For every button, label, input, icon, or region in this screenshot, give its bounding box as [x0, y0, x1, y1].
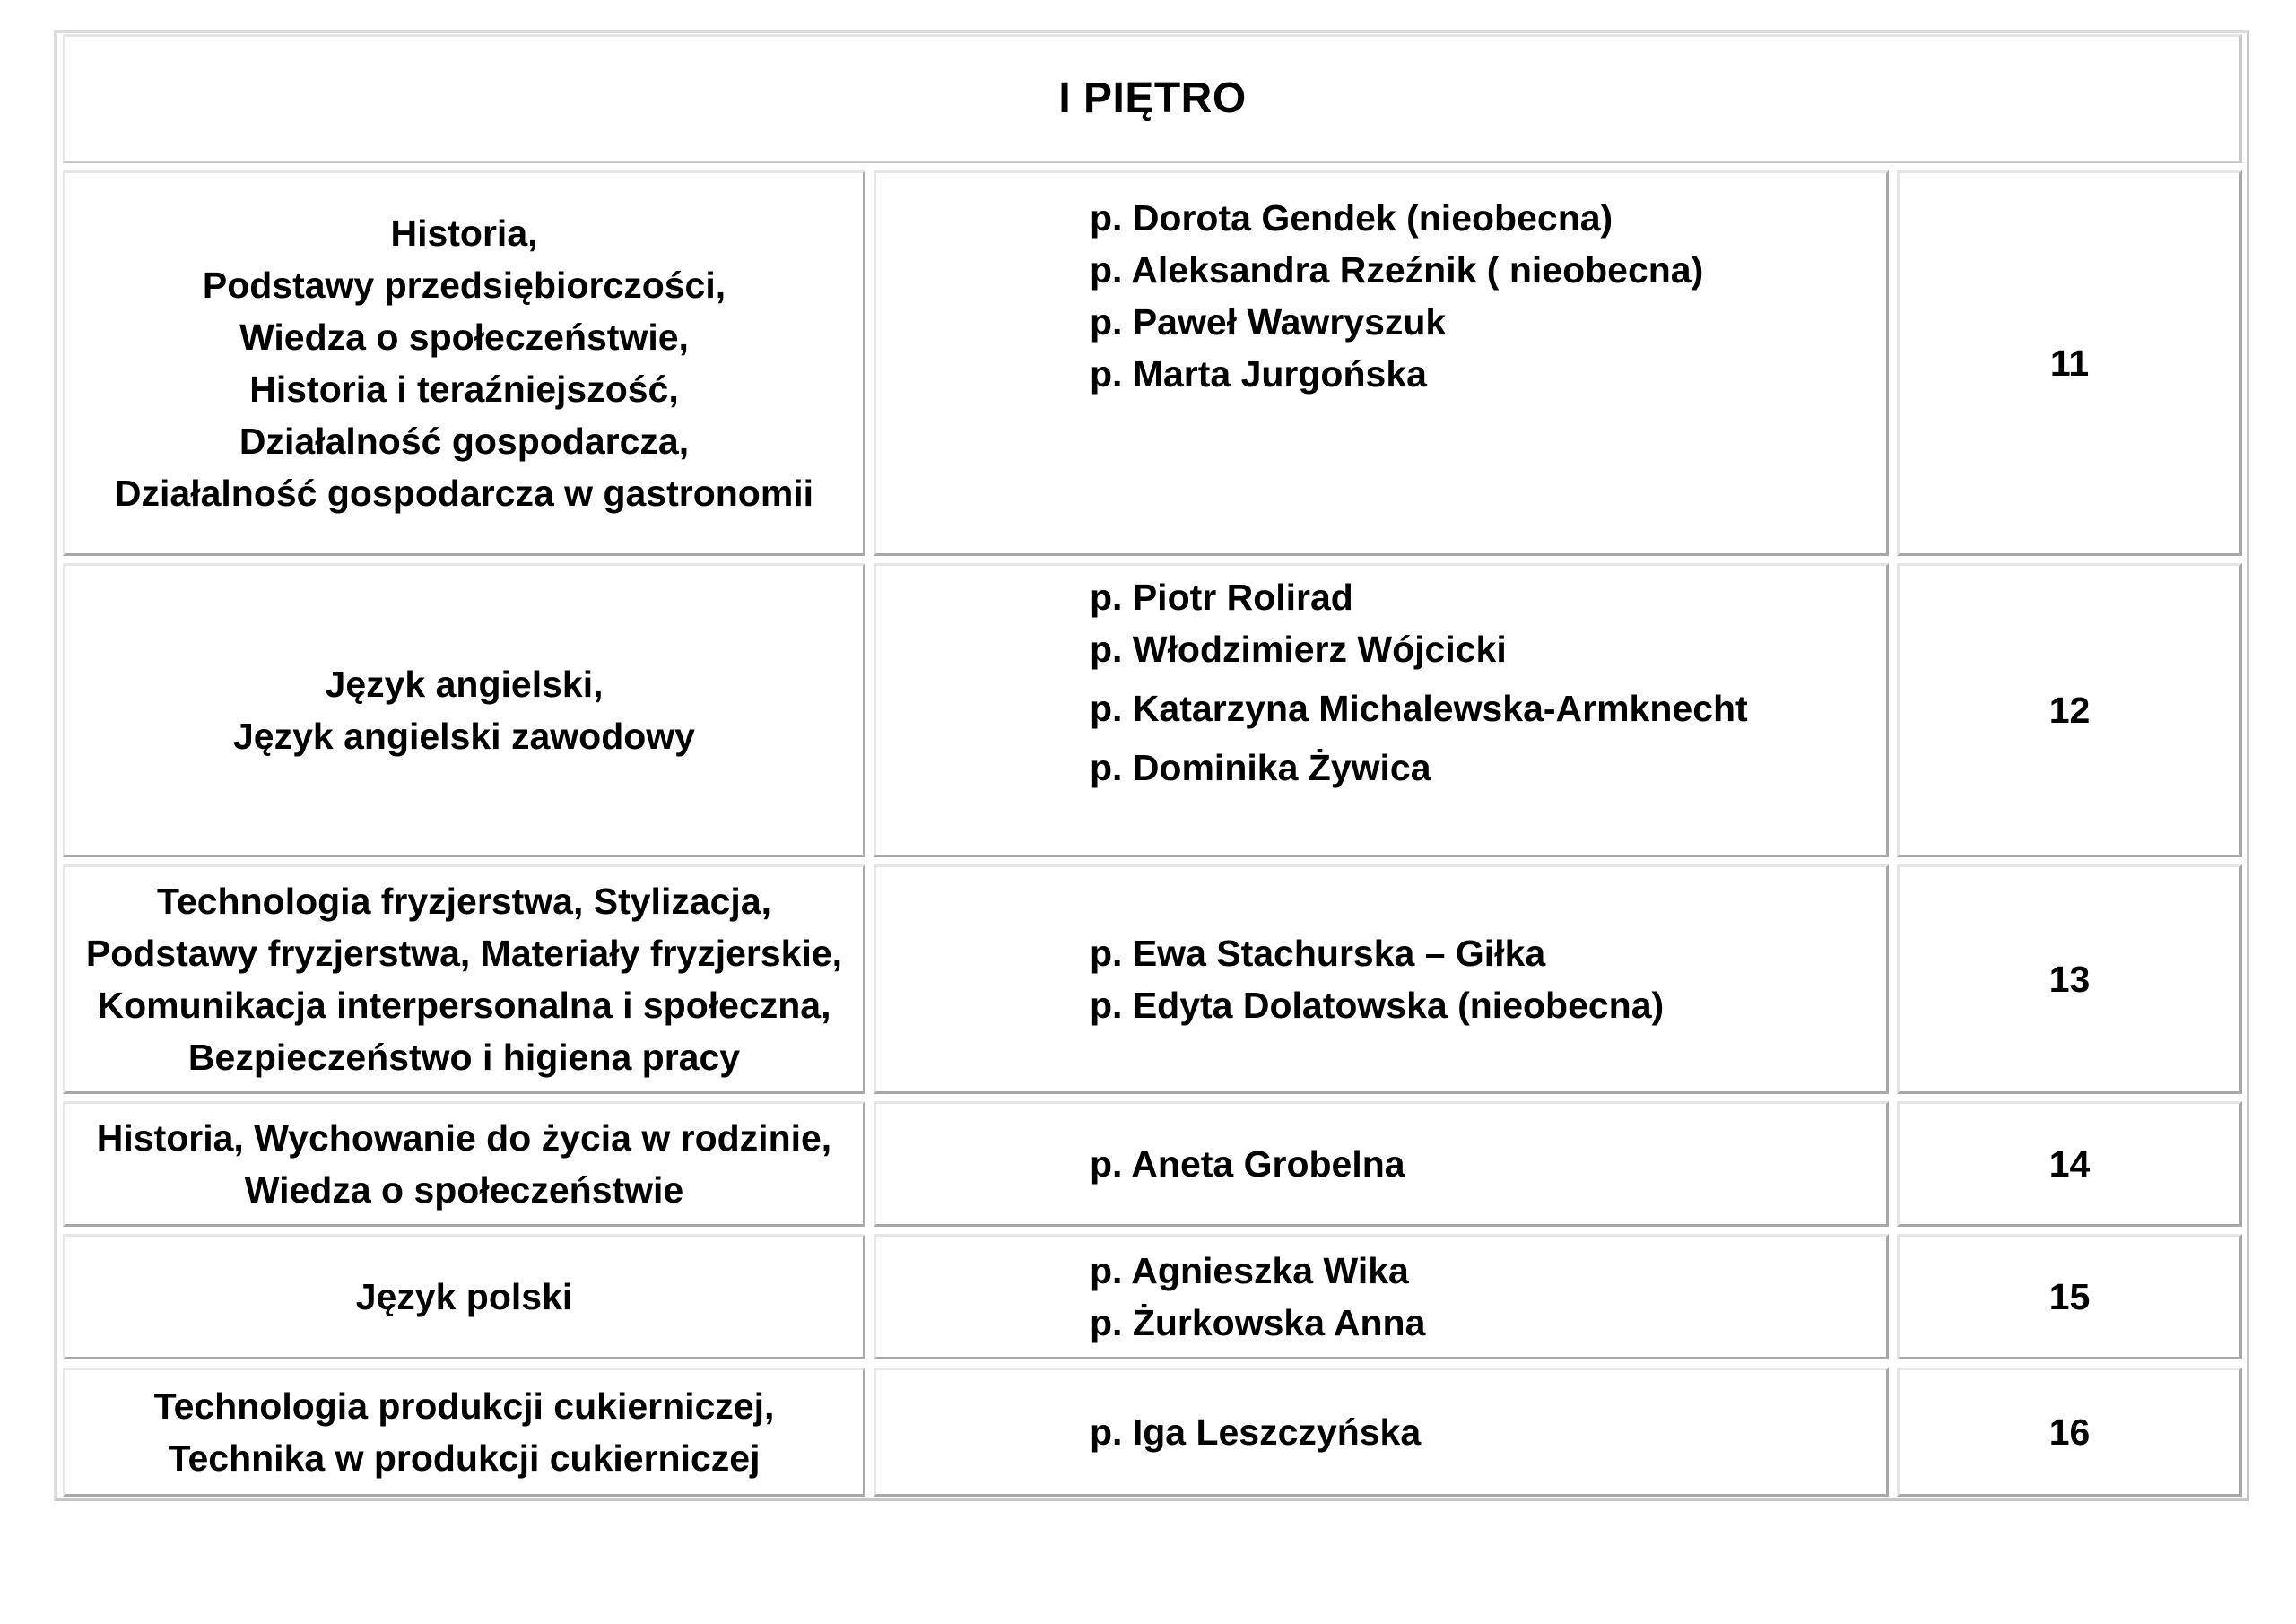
- room-cell: [1897, 170, 2242, 556]
- teacher-cell: [874, 170, 1889, 556]
- teacher-name: p. Aneta Grobelna: [1090, 1143, 1405, 1185]
- subject-line: Technologia produkcji cukierniczej,: [153, 1385, 775, 1427]
- room-cell: [1897, 563, 2242, 857]
- room-cell: [1897, 1101, 2242, 1227]
- subject-cell: [63, 563, 865, 857]
- room-number: 13: [2048, 959, 2091, 1000]
- floor-title: I PIĘTRO: [1058, 74, 1247, 122]
- teacher-cell: [874, 1101, 1889, 1227]
- teacher-cell: [874, 1234, 1889, 1359]
- teacher-cell: [874, 563, 1889, 857]
- room-number: 12: [2048, 690, 2091, 731]
- teacher-cell: [874, 1368, 1889, 1497]
- subject-line: Język angielski,: [325, 664, 604, 705]
- room-number: 16: [2048, 1411, 2091, 1453]
- teacher-name: p. Agnieszka Wika: [1090, 1250, 1409, 1291]
- subject-line: Bezpieczeństwo i higiena pracy: [187, 1037, 741, 1078]
- subject-line: Technologia fryzjerstwa, Stylizacja,: [156, 881, 772, 922]
- subject-line: Wiedza o społeczeństwie: [244, 1169, 684, 1211]
- subject-line: Podstawy przedsiębiorczości,: [202, 265, 726, 306]
- subject-cell: [63, 1368, 865, 1497]
- subject-line: Technika w produkcji cukierniczej: [168, 1437, 761, 1479]
- teacher-cell: [874, 864, 1889, 1094]
- subject-line: Wiedza o społeczeństwie,: [239, 317, 689, 358]
- teacher-name: p. Dominika Żywica: [1090, 747, 1431, 788]
- subject-cell: [63, 1234, 865, 1359]
- subject-line: Działalność gospodarcza,: [239, 421, 690, 462]
- subject-line: Podstawy fryzjerstwa, Materiały fryzjerskie,: [85, 933, 843, 974]
- subject-line: Historia i teraźniejszość,: [249, 369, 679, 410]
- subject-line: Język polski: [355, 1276, 573, 1317]
- teacher-name: p. Włodzimierz Wójcicki: [1090, 629, 1507, 670]
- teacher-name: p. Dorota Gendek (nieobecna): [1090, 197, 1613, 239]
- room-number: 14: [2048, 1143, 2091, 1185]
- room-cell: [1897, 1368, 2242, 1497]
- subject-line: Działalność gospodarcza w gastronomii: [114, 473, 814, 514]
- teacher-name: p. Iga Leszczyńska: [1090, 1411, 1422, 1453]
- room-cell: [1897, 864, 2242, 1094]
- teacher-name: p. Paweł Wawryszuk: [1090, 301, 1447, 343]
- teacher-name: p. Piotr Rolirad: [1090, 577, 1353, 618]
- teacher-name: p. Edyta Dolatowska (nieobecna): [1090, 985, 1665, 1026]
- subject-line: Język angielski zawodowy: [233, 716, 695, 757]
- subject-cell: [63, 170, 865, 556]
- subject-cell: [63, 864, 865, 1094]
- subject-line: Historia,: [390, 213, 538, 254]
- teacher-name: p. Ewa Stachurska – Giłka: [1090, 933, 1546, 974]
- subject-cell: [63, 1101, 865, 1227]
- teacher-name: p. Marta Jurgońska: [1090, 353, 1427, 395]
- floor-title-cell: [63, 34, 2242, 163]
- teacher-name: p. Aleksandra Rzeźnik ( nieobecna): [1090, 249, 1704, 291]
- teacher-name: p. Katarzyna Michalewska-Armknecht: [1090, 688, 1748, 729]
- teacher-name: p. Żurkowska Anna: [1090, 1302, 1426, 1343]
- room-number: 11: [2049, 343, 2090, 384]
- subject-line: Komunikacja interpersonalna i społeczna,: [97, 985, 831, 1026]
- room-number: 15: [2048, 1276, 2091, 1317]
- subject-line: Historia, Wychowanie do życia w rodzinie,: [96, 1117, 832, 1159]
- room-cell: [1897, 1234, 2242, 1359]
